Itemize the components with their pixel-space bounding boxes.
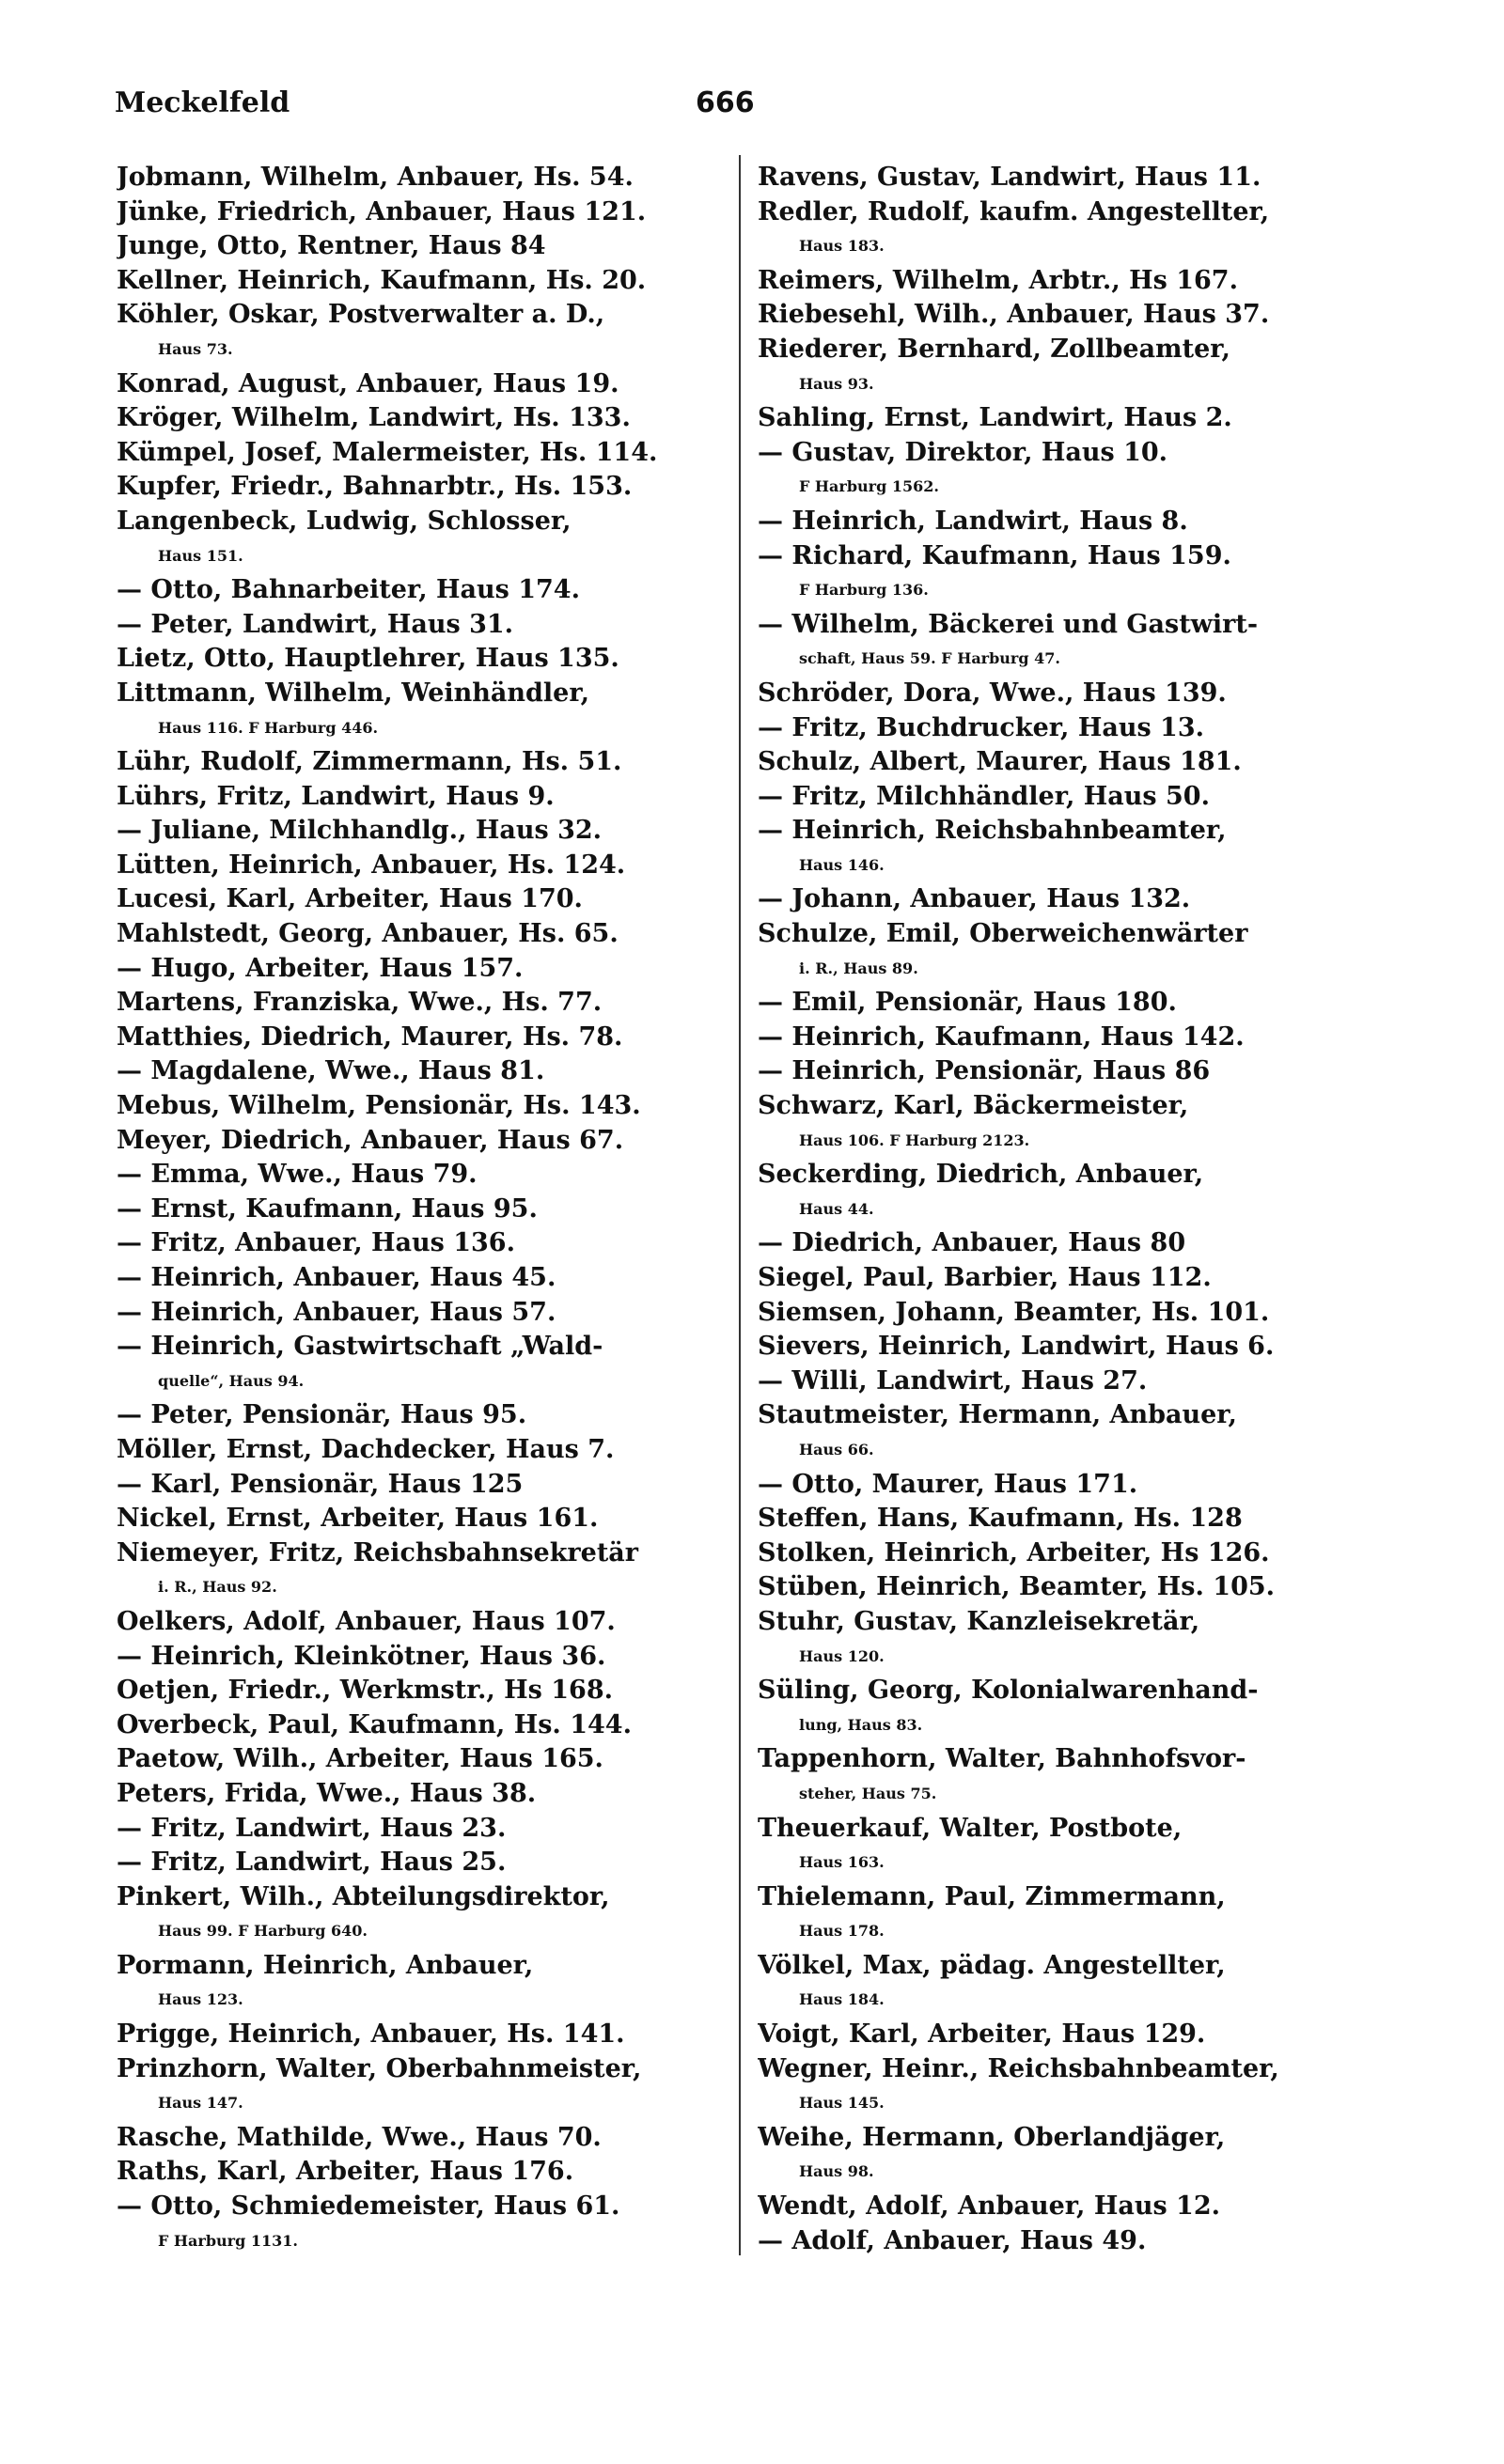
directory-entry-line: Schulze, Emil, Oberweichenwärter (758, 919, 1248, 949)
page-number: 666 (696, 86, 755, 119)
entry-continuation-line: Haus 147. (158, 2094, 243, 2113)
directory-entry-line: — Heinrich, Anbauer, Haus 57. (117, 1297, 556, 1327)
directory-entry-line: — Otto, Bahnarbeiter, Haus 174. (117, 575, 580, 605)
directory-entry-line: — Fritz, Buchdrucker, Haus 13. (758, 712, 1205, 742)
entry-continuation-line: Haus 151. (158, 546, 243, 565)
directory-entry-line: — Karl, Pensionär, Haus 125 (117, 1469, 524, 1499)
directory-entry-line: Meyer, Diedrich, Anbauer, Haus 67. (117, 1125, 624, 1155)
directory-entry-line: Köhler, Oskar, Postverwalter a. D., (117, 300, 605, 330)
directory-entry-line: Lühr, Rudolf, Zimmermann, Hs. 51. (117, 747, 622, 777)
directory-entry-line: — Ernst, Kaufmann, Haus 95. (117, 1193, 538, 1224)
directory-entry-line: Stuhr, Gustav, Kanzleisekretär, (758, 1606, 1200, 1636)
directory-entry-line: — Heinrich, Landwirt, Haus 8. (758, 506, 1188, 536)
entry-continuation-line: F Harburg 136. (799, 581, 929, 600)
entry-continuation-line: Haus 145. (799, 2094, 885, 2113)
directory-entry-line: — Emil, Pensionär, Haus 180. (758, 988, 1177, 1018)
directory-entry-line: Martens, Franziska, Wwe., Hs. 77. (117, 988, 603, 1018)
directory-entry-line: Jobmann, Wilhelm, Anbauer, Hs. 54. (117, 163, 634, 192)
directory-entry-line: Schröder, Dora, Wwe., Haus 139. (758, 678, 1227, 708)
directory-entry-line: Peters, Frida, Wwe., Haus 38. (117, 1778, 537, 1808)
directory-entry-line: Voigt, Karl, Arbeiter, Haus 129. (758, 2020, 1206, 2050)
directory-entry-line: Nickel, Ernst, Arbeiter, Haus 161. (117, 1504, 599, 1534)
directory-entry-line: — Wilhelm, Bäckerei und Gastwirt- (758, 609, 1259, 639)
directory-entry-line: — Heinrich, Gastwirtschaft „Wald- (117, 1332, 603, 1362)
entry-continuation-line: i. R., Haus 89. (799, 959, 918, 977)
directory-entry-line: Pinkert, Wilh., Abteilungsdirektor, (117, 1881, 610, 1911)
directory-entry-line: — Peter, Pensionär, Haus 95. (117, 1400, 527, 1430)
directory-entry-line: Niemeyer, Fritz, Reichsbahnsekretär (117, 1537, 639, 1567)
directory-entry-line: — Magdalene, Wwe., Haus 81. (117, 1056, 545, 1086)
directory-entry-line: — Fritz, Landwirt, Haus 25. (117, 1848, 507, 1878)
entry-continuation-line: Haus 163. (799, 1853, 885, 1872)
directory-entry-line: Konrad, August, Anbauer, Haus 19. (117, 368, 619, 398)
directory-entry-line: — Heinrich, Pensionär, Haus 86 (758, 1056, 1211, 1086)
directory-entry-line: Lietz, Otto, Hauptlehrer, Haus 135. (117, 644, 619, 674)
directory-entry-line: Möller, Ernst, Dachdecker, Haus 7. (117, 1434, 615, 1464)
directory-entry-line: — Heinrich, Reichsbahnbeamter, (758, 816, 1227, 846)
directory-entry-line: Theuerkauf, Walter, Postbote, (758, 1813, 1183, 1843)
directory-entry-line: Lührs, Fritz, Landwirt, Haus 9. (117, 781, 555, 811)
directory-entry-line: Rasche, Mathilde, Wwe., Haus 70. (117, 2122, 602, 2152)
directory-entry-line: Stautmeister, Hermann, Anbauer, (758, 1400, 1237, 1430)
directory-entry-line: — Heinrich, Kleinkötner, Haus 36. (117, 1641, 606, 1671)
entry-continuation-line: Haus 66. (799, 1440, 874, 1458)
directory-entry-line: Raths, Karl, Arbeiter, Haus 176. (117, 2157, 574, 2187)
directory-entry-line: Oetjen, Friedr., Werkmstr., Hs 168. (117, 1676, 614, 1706)
directory-entry-line: Lucesi, Karl, Arbeiter, Haus 170. (117, 884, 583, 914)
directory-entry-line: Redler, Rudolf, kaufm. Angestellter, (758, 196, 1270, 226)
left-column (117, 161, 728, 2258)
directory-entry-line: Wendt, Adolf, Anbauer, Haus 12. (758, 2191, 1221, 2222)
directory-entry-line: Langenbeck, Ludwig, Schlosser, (117, 506, 572, 536)
entry-continuation-line: Haus 184. (799, 1990, 885, 2009)
directory-entry-line: Paetow, Wilh., Arbeiter, Haus 165. (117, 1744, 603, 1774)
directory-entry-line: — Hugo, Arbeiter, Haus 157. (117, 953, 524, 983)
directory-entry-line: Kümpel, Josef, Malermeister, Hs. 114. (117, 437, 658, 467)
directory-entry-line: Schwarz, Karl, Bäckermeister, (758, 1091, 1189, 1121)
directory-entry-line: Junge, Otto, Rentner, Haus 84 (117, 231, 546, 261)
directory-entry-line: Steffen, Hans, Kaufmann, Hs. 128 (758, 1504, 1243, 1534)
directory-entry-line: — Emma, Wwe., Haus 79. (117, 1160, 478, 1190)
directory-entry-line: Schulz, Albert, Maurer, Haus 181. (758, 747, 1242, 777)
directory-entry-line: Mahlstedt, Georg, Anbauer, Hs. 65. (117, 919, 619, 949)
entry-continuation-line: Haus 123. (158, 1990, 243, 2009)
directory-entry-line: — Heinrich, Anbauer, Haus 45. (117, 1263, 556, 1292)
directory-entry-line: — Heinrich, Kaufmann, Haus 142. (758, 1021, 1245, 1052)
directory-entry-line: Littmann, Wilhelm, Weinhändler, (117, 678, 590, 708)
entry-continuation-line: steher, Haus 75. (799, 1784, 937, 1802)
directory-entry-line: Süling, Georg, Kolonialwarenhand- (758, 1676, 1259, 1706)
right-column (758, 161, 1369, 2258)
directory-entry-line: — Johann, Anbauer, Haus 132. (758, 884, 1191, 914)
entry-continuation-line: lung, Haus 83. (799, 1715, 923, 1734)
directory-entry-line: Prinzhorn, Walter, Oberbahnmeister, (117, 2053, 642, 2083)
directory-entry-line: — Otto, Schmiedemeister, Haus 61. (117, 2191, 620, 2222)
directory-entry-line: Siemsen, Johann, Beamter, Hs. 101. (758, 1297, 1270, 1327)
directory-entry-line: Stolken, Heinrich, Arbeiter, Hs 126. (758, 1537, 1270, 1567)
directory-entry-line: Lütten, Heinrich, Anbauer, Hs. 124. (117, 850, 626, 880)
directory-entry-line: Mebus, Wilhelm, Pensionär, Hs. 143. (117, 1091, 641, 1121)
column-divider (739, 155, 741, 2255)
directory-entry-line: Seckerding, Diedrich, Anbauer, (758, 1160, 1204, 1190)
directory-entry-line: Tappenhorn, Walter, Bahnhofsvor- (758, 1744, 1246, 1774)
directory-entry-line: Prigge, Heinrich, Anbauer, Hs. 141. (117, 2020, 625, 2050)
directory-entry-line: — Otto, Maurer, Haus 171. (758, 1469, 1138, 1499)
entry-continuation-line: Haus 106. F Harburg 2123. (799, 1131, 1030, 1149)
directory-entry-line: Pormann, Heinrich, Anbauer, (117, 1950, 534, 1980)
entry-continuation-line: quelle“, Haus 94. (158, 1371, 305, 1390)
place-heading: Meckelfeld (115, 86, 290, 119)
entry-continuation-line: Haus 93. (799, 374, 874, 393)
directory-entry-line: — Adolf, Anbauer, Haus 49. (758, 2225, 1147, 2255)
entry-continuation-line: Haus 116. F Harburg 446. (158, 718, 379, 737)
directory-entry-line: Wegner, Heinr., Reichsbahnbeamter, (758, 2053, 1279, 2083)
entry-continuation-line: Haus 73. (158, 339, 233, 358)
directory-entry-line: — Peter, Landwirt, Haus 31. (117, 609, 514, 639)
directory-entry-line: — Juliane, Milchhandlg., Haus 32. (117, 816, 603, 846)
entry-continuation-line: F Harburg 1562. (799, 477, 939, 496)
entry-continuation-line: Haus 44. (799, 1199, 874, 1218)
directory-entry-line: Kellner, Heinrich, Kaufmann, Hs. 20. (117, 265, 647, 295)
directory-entry-line: Stüben, Heinrich, Beamter, Hs. 105. (758, 1572, 1276, 1602)
entry-continuation-line: F Harburg 1131. (158, 2231, 298, 2250)
directory-entry-line: — Willi, Landwirt, Haus 27. (758, 1365, 1148, 1396)
directory-entry-line: Jünke, Friedrich, Anbauer, Haus 121. (117, 196, 647, 226)
entry-continuation-line: Haus 178. (799, 1922, 885, 1941)
directory-entry-line: Sievers, Heinrich, Landwirt, Haus 6. (758, 1332, 1275, 1362)
directory-entry-line: Weihe, Hermann, Oberlandjäger, (758, 2122, 1226, 2152)
entry-continuation-line: Haus 98. (799, 2162, 874, 2181)
directory-entry-line: — Diedrich, Anbauer, Haus 80 (758, 1228, 1186, 1258)
directory-entry-line: Matthies, Diedrich, Maurer, Hs. 78. (117, 1021, 623, 1052)
directory-entry-line: Riederer, Bernhard, Zollbeamter, (758, 334, 1230, 364)
directory-entry-line: — Richard, Kaufmann, Haus 159. (758, 540, 1231, 570)
directory-entry-line: — Gustav, Direktor, Haus 10. (758, 437, 1168, 467)
directory-entry-line: Thielemann, Paul, Zimmermann, (758, 1881, 1226, 1911)
directory-entry-line: Reimers, Wilhelm, Arbtr., Hs 167. (758, 265, 1238, 295)
directory-entry-line: Kupfer, Friedr., Bahnarbtr., Hs. 153. (117, 472, 633, 502)
directory-entry-line: Völkel, Max, pädag. Angestellter, (758, 1950, 1226, 1980)
entry-continuation-line: Haus 120. (799, 1646, 885, 1665)
directory-entry-line: Ravens, Gustav, Landwirt, Haus 11. (758, 163, 1261, 192)
directory-entry-line: Overbeck, Paul, Kaufmann, Hs. 144. (117, 1709, 632, 1739)
entry-continuation-line: Haus 183. (799, 237, 885, 256)
directory-entry-line: Riebesehl, Wilh., Anbauer, Haus 37. (758, 300, 1270, 330)
directory-entry-line: Siegel, Paul, Barbier, Haus 112. (758, 1263, 1212, 1292)
entry-continuation-line: Haus 146. (799, 855, 885, 874)
entry-continuation-line: schaft, Haus 59. F Harburg 47. (799, 649, 1060, 668)
directory-entry-line: — Fritz, Milchhändler, Haus 50. (758, 781, 1210, 811)
entry-continuation-line: i. R., Haus 92. (158, 1578, 277, 1597)
directory-entry-line: — Fritz, Anbauer, Haus 136. (117, 1228, 515, 1258)
entry-continuation-line: Haus 99. F Harburg 640. (158, 1922, 368, 1941)
directory-entry-line: Kröger, Wilhelm, Landwirt, Hs. 133. (117, 403, 631, 433)
running-head (0, 86, 1504, 124)
directory-entry-line: Sahling, Ernst, Landwirt, Haus 2. (758, 403, 1232, 433)
directory-entry-line: Oelkers, Adolf, Anbauer, Haus 107. (117, 1606, 616, 1636)
directory-entry-line: — Fritz, Landwirt, Haus 23. (117, 1813, 507, 1843)
